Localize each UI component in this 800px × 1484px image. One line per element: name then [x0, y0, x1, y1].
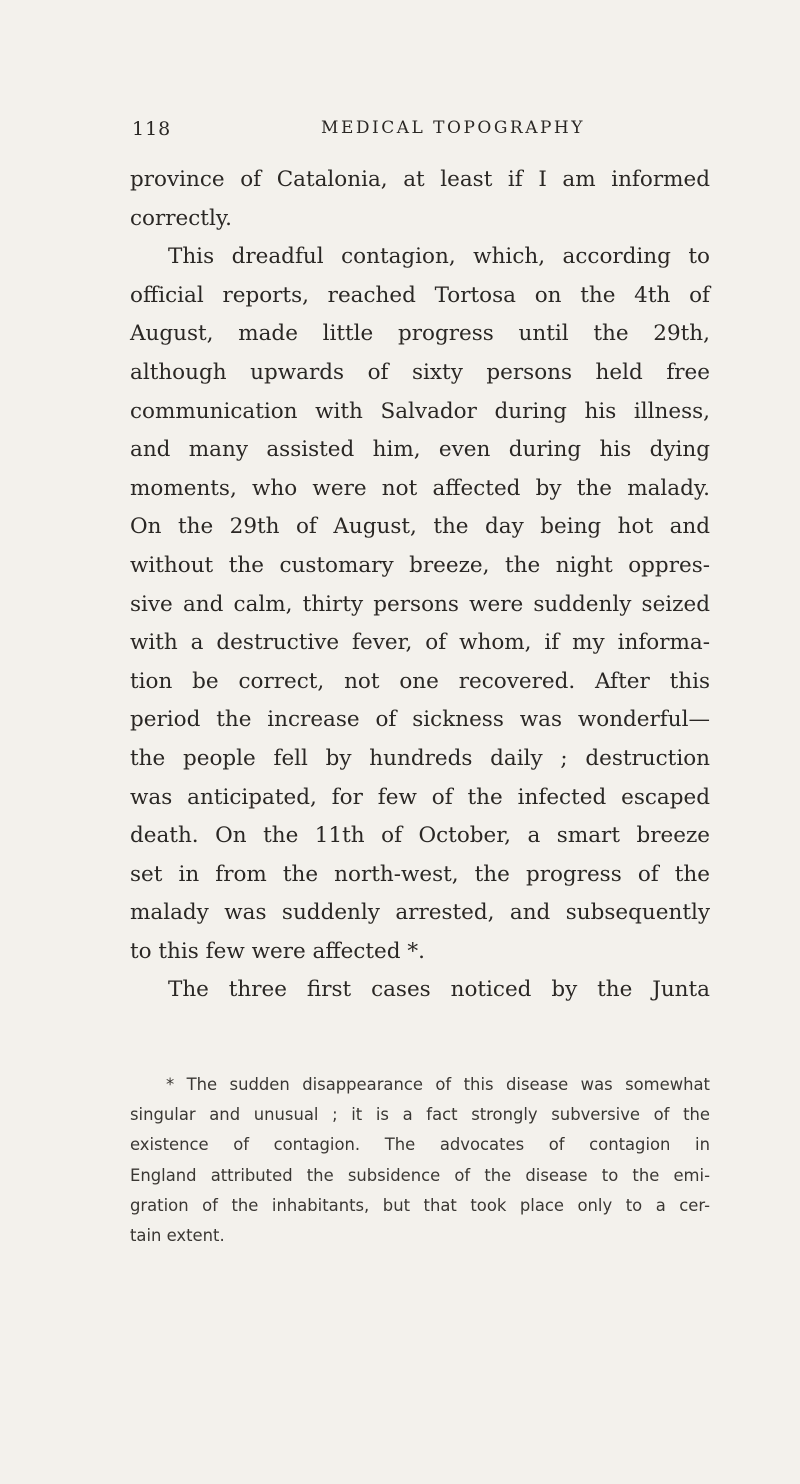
footnote-line: gration of the inhabitants, but that took place only to a cer- — [130, 1195, 710, 1215]
body-line: On the 29th of August, the day being hot and — [130, 514, 710, 540]
body-line: province of Catalonia, at least if I am informed — [130, 167, 710, 192]
body-line: death. On the 11th of October, a smart breeze — [130, 823, 710, 849]
body-line: although upwards of sixty persons held free — [130, 359, 710, 385]
body-line: sive and calm, thirty persons were suddenly seized — [130, 591, 710, 617]
body-line: to this few were affected *. — [130, 938, 425, 964]
footnote-line: singular and unusual ; it is a fact strongly subversive of the — [130, 1105, 710, 1125]
footnote-line: existence of contagion. The advocates of contagion in — [130, 1135, 710, 1155]
running-head: MEDICAL TOPOGRAPHY — [321, 118, 585, 138]
body-line: official reports, reached Tortosa on the 4th of — [130, 282, 710, 308]
body-line: August, made little progress until the 29th, — [130, 321, 710, 347]
body-line: moments, who were not affected by the malady. — [130, 475, 710, 501]
body-line: The three first cases noticed by the Junta — [168, 977, 710, 1003]
footnote-line: tain extent. — [130, 1225, 225, 1245]
body-text — [130, 161, 710, 1010]
body-line: was anticipated, for few of the infected escaped — [130, 784, 710, 810]
body-line: correctly. — [130, 205, 232, 231]
page-number: 118 — [132, 118, 172, 140]
body-line: the people fell by hundreds daily ; destruction — [130, 745, 710, 771]
body-line: set in from the north-west, the progress of the — [130, 861, 710, 887]
body-line: This dreadful contagion, which, according to — [168, 244, 710, 270]
body-line: tion be correct, not one recovered. After this — [130, 668, 710, 694]
page-header — [132, 118, 712, 148]
footnote-line: England attributed the subsidence of the disease to the emi- — [130, 1165, 710, 1185]
body-line: period the increase of sickness was wonderful— — [130, 707, 710, 733]
footnote-line: * The sudden disappearance of this disease was somewhat — [166, 1075, 710, 1094]
footnote — [130, 1070, 710, 1251]
body-line: communication with Salvador during his illness, — [130, 398, 710, 424]
body-line: malady was suddenly arrested, and subsequently — [130, 900, 710, 926]
body-line: without the customary breeze, the night oppres- — [130, 552, 710, 578]
body-line: with a destructive fever, of whom, if my informa- — [130, 630, 710, 656]
body-line: and many assisted him, even during his dying — [130, 437, 710, 463]
